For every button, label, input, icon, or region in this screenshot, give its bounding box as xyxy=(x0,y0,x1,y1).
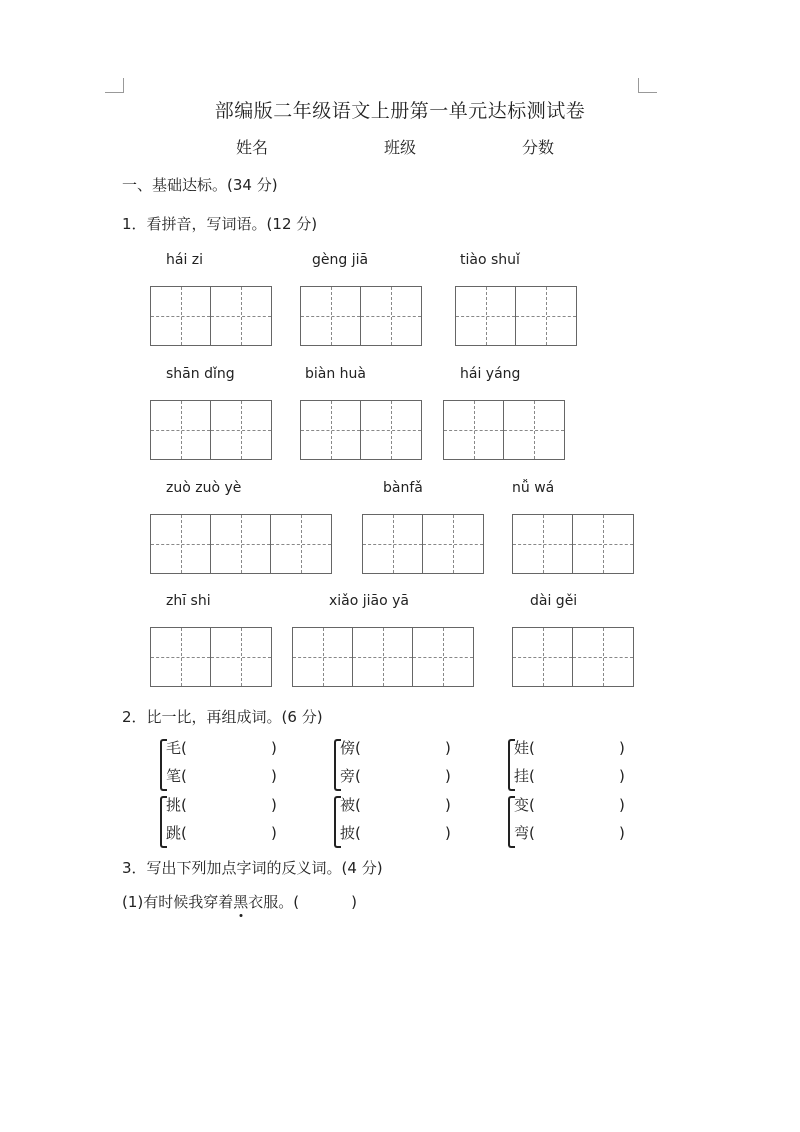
q3-item-1: (1)有时候我穿着黑衣服。( ) xyxy=(122,893,357,911)
writing-grid[interactable] xyxy=(455,286,577,346)
pinyin-label: nǚ wá xyxy=(512,480,555,496)
writing-grid[interactable] xyxy=(150,400,272,460)
writing-grid[interactable] xyxy=(362,514,484,574)
char: 弯 xyxy=(514,824,530,842)
page-title: 部编版二年级语文上册第一单元达标测试卷 xyxy=(214,100,586,122)
writing-grid[interactable] xyxy=(150,514,332,574)
score-label: 分数 xyxy=(522,138,555,157)
pinyin-label: hái zi xyxy=(166,252,204,268)
writing-grid[interactable] xyxy=(512,514,634,574)
char: 挂 xyxy=(514,767,530,785)
pinyin-label: dài gěi xyxy=(530,593,578,609)
class-label: 班级 xyxy=(384,138,417,157)
char: 跳 xyxy=(166,824,182,842)
dotted-char: 黑 xyxy=(233,893,249,911)
char: 傍 xyxy=(340,739,356,757)
pinyin-label: zuò zuò yè xyxy=(166,480,242,496)
crop-mark-left xyxy=(105,78,124,93)
char: 披 xyxy=(340,824,356,842)
writing-grid[interactable] xyxy=(512,627,634,687)
section1-heading: 一、基础达标。(34 分) xyxy=(122,176,278,194)
char: 被 xyxy=(340,796,356,814)
writing-grid[interactable] xyxy=(150,286,272,346)
q1-heading: 1．看拼音，写词语。(12 分) xyxy=(122,215,318,233)
pinyin-label: zhī shi xyxy=(166,593,211,609)
pinyin-label: hái yáng xyxy=(460,366,521,382)
char: 变 xyxy=(514,796,530,814)
writing-grid[interactable] xyxy=(300,286,422,346)
pinyin-label: shān dǐng xyxy=(166,366,235,382)
pinyin-label: gèng jiā xyxy=(312,252,369,268)
name-label: 姓名 xyxy=(236,138,269,157)
writing-grid[interactable] xyxy=(150,627,272,687)
char: 毛 xyxy=(166,739,182,757)
char: 旁 xyxy=(340,767,356,785)
pinyin-label: xiǎo jiāo yā xyxy=(329,593,410,609)
pinyin-label: bànfǎ xyxy=(383,480,423,496)
char: 笔 xyxy=(166,767,182,785)
char: 挑 xyxy=(166,796,182,814)
writing-grid[interactable] xyxy=(292,627,474,687)
crop-mark-right xyxy=(638,78,657,93)
writing-grid[interactable] xyxy=(300,400,422,460)
pinyin-label: tiào shuǐ xyxy=(460,252,520,268)
pinyin-label: biàn huà xyxy=(305,366,367,382)
writing-grid[interactable] xyxy=(443,400,565,460)
q3-heading: 3．写出下列加点字词的反义词。(4 分) xyxy=(122,859,383,877)
q2-heading: 2．比一比，再组成词。(6 分) xyxy=(122,708,323,726)
char: 娃 xyxy=(514,739,530,757)
